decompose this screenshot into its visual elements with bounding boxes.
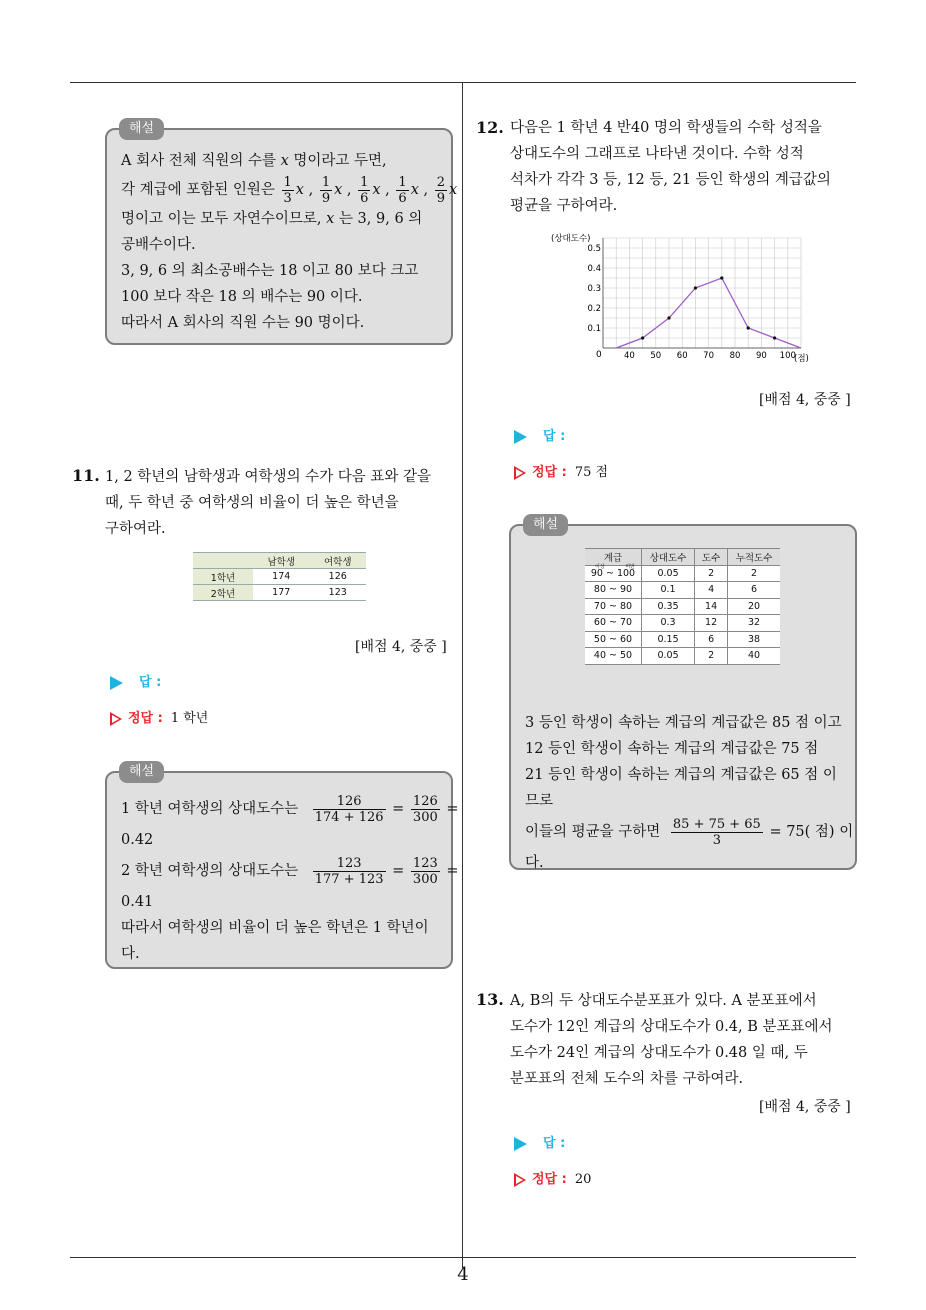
outline-triangle-icon [514,1173,526,1187]
explanation-line: 므로 [525,793,554,809]
answer-row-12[interactable]: 답 : [514,425,565,444]
column-divider [462,82,463,1268]
explanation-line: 0.41 [121,894,154,910]
y-axis-label: (상대도수) [551,234,591,244]
explanation-line: 2 학년 여학생의 상대도수는 $\frac{123}{177 + 123}$ = $\frac{123}{300}$ = [121,855,459,887]
x-tick-label: 100 [779,351,796,361]
explanation-tag: 해설 [119,761,164,783]
explanation-line: 1 학년 여학생의 상대도수는 $\frac{126}{174 + 126}$ = $\frac{126}{300}$ = [121,793,459,825]
score-meta-11: [배점 4, 중중 ] [355,639,447,655]
y-tick-label: 0.5 [587,244,601,254]
answer-row-13[interactable]: 답 : [514,1132,565,1151]
relative-frequency-chart [545,230,825,365]
x-tick-label: 50 [650,351,662,361]
explanation-line: 따라서 A 회사의 직원 수는 90 명이다. [121,315,365,331]
correct-answer-13: 정답 : 20 [514,1168,591,1187]
play-triangle-icon [110,676,123,690]
bottom-rule [70,1257,856,1258]
page-number: 4 [457,1264,469,1285]
question-text-13: A, B의 두 상대도수분포표가 있다. A 분포표에서 도수가 12인 계급의 상대도수가 0.4, B 분포표에서 도수가 24인 계급의 상대도수가 0.48 일 때, 두 분포표의 전체 도수의 차를 구하여라. [510,993,833,1087]
chart-grid [603,238,801,348]
question-number-11: 11. [72,466,100,485]
question-number-12: 12. [476,118,504,137]
x-tick-label: 60 [676,351,688,361]
explanation-line: 12 등인 학생이 속하는 계급의 계급값은 75 점 [525,741,819,757]
explanation-line: 공배수이다. [121,237,196,253]
outline-triangle-icon [110,712,122,726]
explanation-line: 다. [525,855,544,871]
explanation-line: A 회사 전체 직원의 수를 x 명이라고 두면, [121,153,387,169]
question-text-11: 1, 2 학년의 남학생과 여학생의 수가 다음 표와 같을 때, 두 학년 중 여학생의 비율이 더 높은 학년을 구하여라. [105,469,432,537]
data-point [694,286,697,289]
explanation-tag: 해설 [523,514,568,536]
data-point [747,326,750,329]
x-tick-label: 80 [729,351,741,361]
play-triangle-icon [514,430,527,444]
student-count-table: 남학생 여학생 1학년 174 126 2학년 177 123 [193,552,366,601]
correct-answer-11: 정답 : 1 학년 [110,707,208,726]
explanation-line-fractions: 각 계급에 포함된 인원은 $\frac{1}{3}$ x , $\frac{1}{9}$ x , $\frac{1}{6}$ x , $\frac{1}{6}$ x , $\frac{2}{9}$ x [121,174,458,206]
chart-ticks [587,244,795,361]
explanation-line: 3 등인 학생이 속하는 계급의 계급값은 85 점 이고 [525,715,842,731]
explanation-box-q11 [105,764,459,969]
data-point [720,276,723,279]
top-rule [70,82,856,83]
explanation-line: 따라서 여학생의 비율이 더 높은 학년은 1 학년이 [121,920,429,936]
score-meta-13: [배점 4, 중중 ] [759,1099,851,1115]
y-tick-label: 0.4 [587,264,601,274]
explanation-line: 21 등인 학생이 속하는 계급의 계급값은 65 점 이 [525,767,837,783]
question-number-13: 13. [476,990,504,1009]
explanation-box-q10 [105,121,458,345]
answer-row-11[interactable]: 답 : [110,671,161,690]
y-tick-label: 0.1 [587,324,601,334]
data-point [667,316,670,319]
y-tick-label: 0.3 [587,284,601,294]
x-tick-label: 40 [623,351,635,361]
explanation-line: 100 보다 작은 18 의 배수는 90 이다. [121,289,363,305]
explanation-line: 0.42 [121,832,154,848]
question-text-12: 다음은 1 학년 4 반40 명의 학생들의 수학 성적을 상대도수의 그래프로 나타낸 것이다. 수학 성적 석차가 각각 3 등, 12 등, 21 등인 학생의 계급값의 평균을 구하여라. [510,120,831,214]
explanation-tag: 해설 [119,118,164,140]
y-tick-label: 0.2 [587,304,601,314]
explanation-line: 이들의 평균을 구하면 $\frac{85 + 75 + 65}{3}$ = 75( 점) 이 [525,816,854,848]
score-meta-12: [배점 4, 중중 ] [759,392,851,408]
data-point [641,336,644,339]
play-triangle-icon [514,1137,527,1151]
x-tick-label: 90 [755,351,767,361]
outline-triangle-icon [514,466,526,480]
data-point [773,336,776,339]
correct-answer-12: 정답 : 75 점 [514,461,608,480]
origin-label: 0 [596,350,602,360]
explanation-line: 다. [121,946,140,962]
explanation-line: 명이고 이는 모두 자연수이므로, x 는 3, 9, 6 의 [121,211,423,227]
x-tick-label: 70 [703,351,715,361]
frequency-distribution-table: 계급 상대도수 도수 누적도수 이상 미만 90 ~ 100 0.05 2 2 80 ~ 90 0.1 4 6 70 ~ 80 0.35 14 20 60 ~ 70 0.3 12 32 50 ~ 60 0.15 6 38 40 ~ 50 0.05 2 40 [585,548,780,665]
x-axis-label: (점) [794,354,809,364]
explanation-line: 3, 9, 6 의 최소공배수는 18 이고 80 보다 크고 [121,263,419,279]
